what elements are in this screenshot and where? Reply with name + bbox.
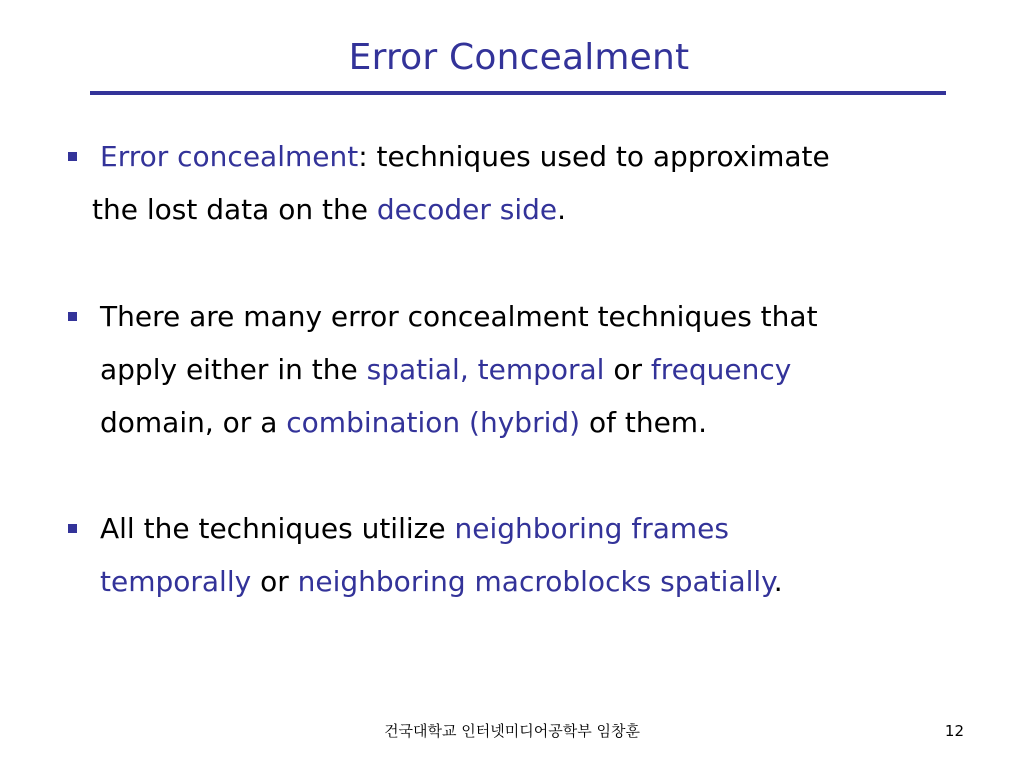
bullet-3-line-1 — [100, 502, 980, 555]
bullet-2-line-2 — [100, 343, 980, 396]
bullet-3-text-part: or — [251, 565, 298, 598]
footer-text: 건국대학교 인터넷미디어공학부 임창훈 — [384, 722, 640, 740]
bullet-3-text-part: All the techniques utilize — [100, 512, 455, 545]
term-neighboring-macroblocks: neighboring macroblocks spatially — [297, 565, 774, 598]
bullet-1-text-part: the lost data on the — [92, 193, 377, 226]
bullet-3-text-part: . — [773, 565, 783, 598]
term-error-concealment: Error concealment — [100, 140, 359, 173]
bullet-3-text — [100, 502, 980, 608]
term-neighboring-frames: neighboring frames — [454, 512, 729, 545]
bullet-1-text — [92, 130, 980, 236]
bullet-1-text-part: : techniques used to approximate — [358, 140, 830, 173]
bullet-marker-icon — [68, 312, 77, 321]
bullet-3-line-2 — [100, 555, 980, 608]
bullet-marker-icon — [68, 152, 77, 161]
bullet-2-line-3 — [100, 396, 980, 449]
page-number: 12 — [944, 722, 964, 740]
bullet-1-line-2 — [92, 183, 980, 236]
title-underline — [90, 91, 946, 95]
bullet-1-line-1 — [100, 130, 980, 183]
bullet-2-text-part: apply either in the — [100, 353, 367, 386]
term-frequency: frequency — [650, 353, 792, 386]
bullet-2-text-part: domain, or a — [100, 406, 287, 439]
bullet-2-text-part: or — [604, 353, 651, 386]
bullet-2-text-part: of them. — [580, 406, 707, 439]
term-temporally: temporally — [100, 565, 252, 598]
bullet-2-text — [100, 290, 980, 449]
term-decoder-side: decoder side — [376, 193, 558, 226]
slide-title: Error Concealment — [348, 37, 690, 78]
bullet-1-text-part: . — [557, 193, 567, 226]
bullet-2-text-part: There are many error concealment techniques that — [100, 300, 818, 333]
bullet-marker-icon — [68, 524, 77, 533]
bullet-2-line-1 — [100, 290, 980, 343]
term-spatial-temporal: spatial, temporal — [366, 353, 605, 386]
term-combination-hybrid: combination (hybrid) — [286, 406, 581, 439]
